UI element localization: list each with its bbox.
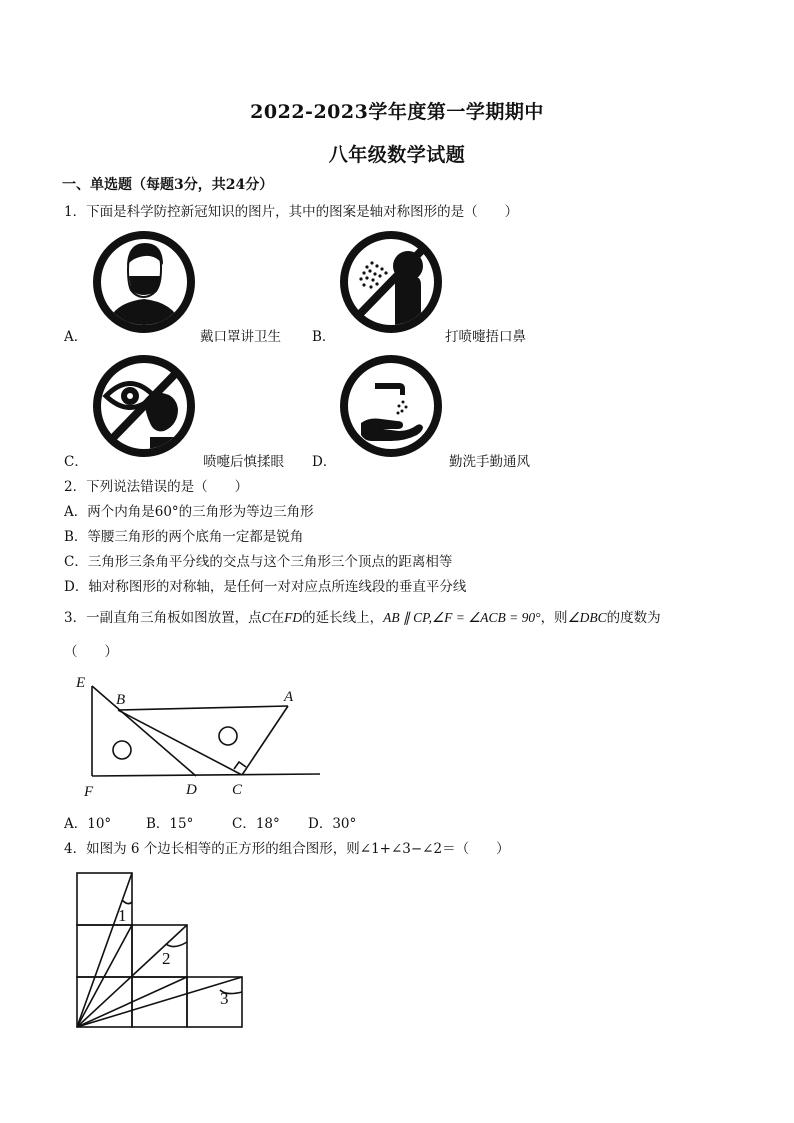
q1-option-c-letter: C． — [64, 454, 88, 470]
q3-option-a: A．10° — [64, 816, 112, 832]
hand-wash-icon — [337, 353, 445, 459]
q3-condition: AB ∥ CP,∠F = ∠ACB = 90° — [383, 610, 541, 625]
q3-option-d: D．30° — [308, 816, 357, 832]
sneeze-cover-icon — [337, 229, 445, 335]
q1-option-b-caption: 打喷嚏捂口鼻 — [445, 329, 526, 345]
q3-label-f: F — [84, 784, 94, 800]
q2-option-c: C．三角形三条角平分线的交点与这个三角形三个顶点的距离相等 — [64, 554, 453, 570]
q1-option-d-caption: 勤洗手勤通风 — [449, 454, 530, 470]
q4-squares-figure — [70, 868, 252, 1032]
q4-angle-1-label: 1 — [118, 906, 127, 925]
eye-rub-icon — [90, 353, 198, 459]
exam-subtitle: 八年级数学试题 — [328, 144, 466, 166]
question-4-stem: 4．如图为 6 个边长相等的正方形的组合图形，则∠1+∠3−∠2＝（ ） — [64, 841, 510, 857]
q3-segment-fd: FD — [284, 610, 303, 625]
q3-point-c: C — [261, 610, 271, 625]
q3-label-a: A — [284, 689, 294, 705]
q1-option-c-caption: 喷嚏后慎揉眼 — [203, 454, 284, 470]
q2-option-d: D．轴对称图形的对称轴，是任何一对对应点所连线段的垂直平分线 — [64, 579, 467, 595]
q2-option-a: A．两个内角是60°的三角形为等边三角形 — [64, 504, 314, 520]
q1-option-a-caption: 戴口罩讲卫生 — [200, 329, 281, 345]
question-3-stem — [64, 606, 661, 626]
q3-triangle-figure — [70, 670, 330, 802]
q2-option-b: B．等腰三角形的两个底角一定都是锐角 — [64, 529, 304, 545]
q3-label-e: E — [76, 675, 86, 691]
question-1-stem: 1．下面是科学防控新冠知识的图片，其中的图案是轴对称图形的是（ ） — [64, 204, 519, 220]
q3-label-c: C — [232, 782, 243, 798]
q3-answer-paren: （ ） — [64, 644, 118, 660]
q1-option-b-letter: B． — [312, 329, 336, 345]
q3-stem-mid1: 在 — [270, 610, 285, 626]
q4-angle-3-label: 3 — [220, 989, 229, 1008]
q3-stem-end: 的度数为 — [606, 610, 661, 626]
q3-stem-mid2: 的延长线上， — [302, 610, 384, 626]
question-2-stem: 2．下列说法错误的是（ ） — [64, 479, 249, 495]
q3-angle-dbc: ∠DBC — [567, 610, 607, 625]
mask-person-icon — [90, 229, 198, 335]
q3-stem-prefix: 3．一副直角三角板如图放置，点 — [64, 610, 262, 626]
exam-title: 2022-2023学年度第一学期期中 — [250, 101, 544, 123]
q3-option-b: B．15° — [146, 816, 194, 832]
q3-label-b: B — [116, 692, 126, 708]
q3-stem-mid3: ，则 — [540, 610, 568, 626]
section-heading: 一、单选题（每题3分，共24分） — [62, 177, 274, 193]
q1-option-a-letter: A． — [64, 329, 88, 345]
q4-angle-2-label: 2 — [162, 949, 171, 968]
q1-option-d-letter: D． — [312, 454, 337, 470]
q3-label-d: D — [186, 782, 197, 798]
q3-option-c: C．18° — [232, 816, 280, 832]
